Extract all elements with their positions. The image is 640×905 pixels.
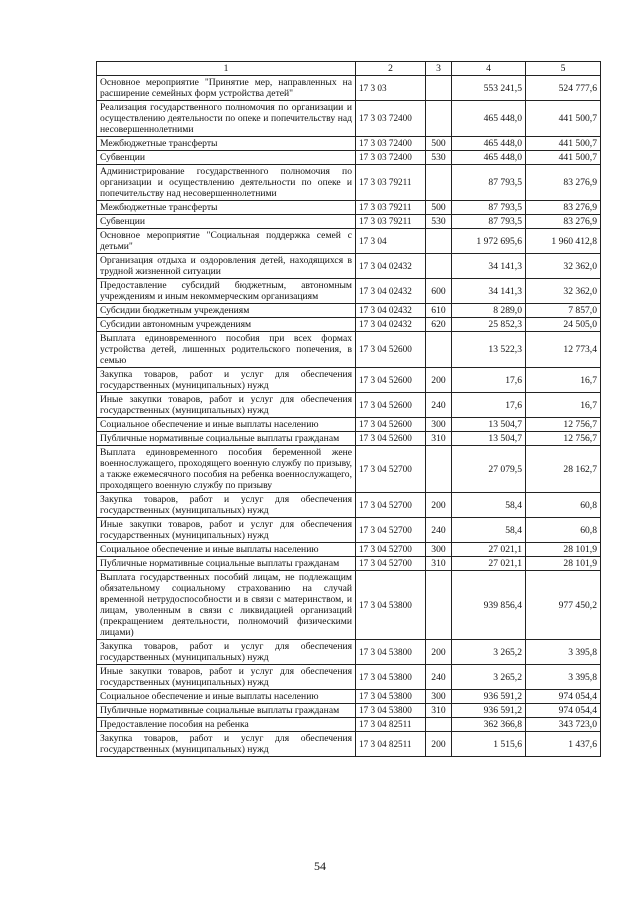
table-row	[97, 254, 601, 279]
row-target-code: 17 3 04 52700	[356, 543, 426, 557]
table-row	[97, 201, 601, 215]
row-description: Основное мероприятие "Социальная поддержка семей с детьми"	[97, 229, 356, 254]
row-amount-col5: 28 101,9	[526, 557, 601, 571]
row-description: Выплата единовременного пособия при всех формах устройства детей, лишенных родительского попечения, в семью	[97, 332, 356, 368]
header-row	[97, 62, 601, 76]
row-target-code: 17 3 04 52600	[356, 368, 426, 393]
row-amount-col4: 1 972 695,6	[452, 229, 526, 254]
row-amount-col4: 8 289,0	[452, 304, 526, 318]
row-amount-col5: 1 960 412,8	[526, 229, 601, 254]
row-amount-col4: 13 504,7	[452, 432, 526, 446]
row-expense-type: 300	[426, 418, 452, 432]
row-amount-col4: 17,6	[452, 393, 526, 418]
row-target-code: 17 3 04 02432	[356, 304, 426, 318]
table-row	[97, 704, 601, 718]
row-description: Публичные нормативные социальные выплаты гражданам	[97, 557, 356, 571]
table-row	[97, 101, 601, 137]
row-target-code: 17 3 03 79211	[356, 201, 426, 215]
table-row	[97, 165, 601, 201]
table-row	[97, 432, 601, 446]
row-amount-col5: 343 723,0	[526, 718, 601, 732]
row-expense-type: 310	[426, 432, 452, 446]
row-target-code: 17 3 04 53800	[356, 665, 426, 690]
header-col-5: 5	[526, 62, 601, 76]
row-target-code: 17 3 04 52600	[356, 418, 426, 432]
header-col-3: 3	[426, 62, 452, 76]
row-amount-col4: 3 265,2	[452, 665, 526, 690]
row-amount-col5: 441 500,7	[526, 137, 601, 151]
row-description: Выплата единовременного пособия беременной жене военнослужащего, проходящего военную службу по призыву, а также ежемесячного пособия на ребенка военнослужащего, проходящего военную службу по призыву	[97, 446, 356, 493]
row-amount-col5: 12 756,7	[526, 432, 601, 446]
row-target-code: 17 3 04 52700	[356, 493, 426, 518]
row-target-code: 17 3 04 52700	[356, 518, 426, 543]
row-expense-type	[426, 101, 452, 137]
row-expense-type	[426, 718, 452, 732]
row-description: Публичные нормативные социальные выплаты гражданам	[97, 432, 356, 446]
row-amount-col4: 465 448,0	[452, 151, 526, 165]
row-expense-type: 240	[426, 518, 452, 543]
row-target-code: 17 3 04 82511	[356, 718, 426, 732]
row-description: Предоставление субсидий бюджетным, автономным учреждениям и иным некоммерческим организациям	[97, 279, 356, 304]
header-col-4: 4	[452, 62, 526, 76]
row-expense-type: 310	[426, 704, 452, 718]
row-description: Социальное обеспечение и иные выплаты населению	[97, 543, 356, 557]
table-row	[97, 665, 601, 690]
table-row	[97, 690, 601, 704]
table-row	[97, 215, 601, 229]
row-description: Предоставление пособия на ребенка	[97, 718, 356, 732]
row-amount-col5: 83 276,9	[526, 215, 601, 229]
row-amount-col4: 87 793,5	[452, 215, 526, 229]
row-description: Субвенции	[97, 215, 356, 229]
table-body	[97, 76, 601, 757]
row-amount-col4: 25 852,3	[452, 318, 526, 332]
table-row	[97, 229, 601, 254]
header-col-1: 1	[97, 62, 356, 76]
row-amount-col4: 13 522,3	[452, 332, 526, 368]
table-row	[97, 279, 601, 304]
row-expense-type	[426, 165, 452, 201]
row-amount-col5: 83 276,9	[526, 201, 601, 215]
row-target-code: 17 3 04 02432	[356, 279, 426, 304]
row-target-code: 17 3 04 52700	[356, 446, 426, 493]
row-target-code: 17 3 04 52600	[356, 332, 426, 368]
row-amount-col4: 13 504,7	[452, 418, 526, 432]
row-description: Основное мероприятие "Принятие мер, направленных на расширение семейных форм устройства детей"	[97, 76, 356, 101]
row-description: Субвенции	[97, 151, 356, 165]
row-description: Иные закупки товаров, работ и услуг для обеспечения государственных (муниципальных) нужд	[97, 518, 356, 543]
row-amount-col5: 1 437,6	[526, 732, 601, 757]
table-row	[97, 446, 601, 493]
row-amount-col5: 24 505,0	[526, 318, 601, 332]
row-description: Субсидии бюджетным учреждениям	[97, 304, 356, 318]
row-description: Публичные нормативные социальные выплаты гражданам	[97, 704, 356, 718]
table-row	[97, 332, 601, 368]
row-target-code: 17 3 04 02432	[356, 254, 426, 279]
row-amount-col5: 60,8	[526, 518, 601, 543]
row-expense-type	[426, 76, 452, 101]
row-amount-col5: 441 500,7	[526, 101, 601, 137]
table-row	[97, 571, 601, 640]
row-amount-col4: 87 793,5	[452, 201, 526, 215]
table-row	[97, 151, 601, 165]
row-target-code: 17 3 04 53800	[356, 571, 426, 640]
header-col-2: 2	[356, 62, 426, 76]
row-amount-col5: 3 395,8	[526, 665, 601, 690]
row-amount-col4: 553 241,5	[452, 76, 526, 101]
table-row	[97, 393, 601, 418]
row-target-code: 17 3 03 72400	[356, 137, 426, 151]
row-target-code: 17 3 04 82511	[356, 732, 426, 757]
row-target-code: 17 3 03 79211	[356, 215, 426, 229]
row-amount-col4: 58,4	[452, 493, 526, 518]
row-target-code: 17 3 04 53800	[356, 690, 426, 704]
row-expense-type: 500	[426, 137, 452, 151]
row-amount-col5: 3 395,8	[526, 640, 601, 665]
row-amount-col5: 32 362,0	[526, 254, 601, 279]
row-description: Закупка товаров, работ и услуг для обеспечения государственных (муниципальных) нужд	[97, 640, 356, 665]
row-target-code: 17 3 03 72400	[356, 101, 426, 137]
row-description: Социальное обеспечение и иные выплаты населению	[97, 690, 356, 704]
table-row	[97, 137, 601, 151]
row-amount-col5: 12 773,4	[526, 332, 601, 368]
row-amount-col4: 34 141,3	[452, 254, 526, 279]
row-amount-col5: 977 450,2	[526, 571, 601, 640]
row-target-code: 17 3 04 53800	[356, 640, 426, 665]
row-target-code: 17 3 03 72400	[356, 151, 426, 165]
row-amount-col4: 362 366,8	[452, 718, 526, 732]
row-description: Субсидии автономным учреждениям	[97, 318, 356, 332]
row-expense-type: 500	[426, 201, 452, 215]
row-amount-col5: 32 362,0	[526, 279, 601, 304]
budget-table	[96, 61, 601, 757]
row-target-code: 17 3 04 52600	[356, 393, 426, 418]
row-target-code: 17 3 04 52700	[356, 557, 426, 571]
row-description: Закупка товаров, работ и услуг для обеспечения государственных (муниципальных) нужд	[97, 493, 356, 518]
row-expense-type: 300	[426, 690, 452, 704]
row-expense-type: 610	[426, 304, 452, 318]
row-expense-type: 200	[426, 732, 452, 757]
table-row	[97, 543, 601, 557]
table-row	[97, 640, 601, 665]
row-amount-col4: 58,4	[452, 518, 526, 543]
row-description: Межбюджетные трансферты	[97, 201, 356, 215]
row-description: Межбюджетные трансферты	[97, 137, 356, 151]
row-expense-type: 200	[426, 640, 452, 665]
row-expense-type	[426, 332, 452, 368]
row-amount-col5: 7 857,0	[526, 304, 601, 318]
row-description: Иные закупки товаров, работ и услуг для обеспечения государственных (муниципальных) нужд	[97, 665, 356, 690]
row-expense-type: 200	[426, 493, 452, 518]
row-expense-type: 620	[426, 318, 452, 332]
row-amount-col5: 60,8	[526, 493, 601, 518]
table-row	[97, 318, 601, 332]
row-amount-col4: 34 141,3	[452, 279, 526, 304]
row-description: Иные закупки товаров, работ и услуг для обеспечения государственных (муниципальных) нужд	[97, 393, 356, 418]
row-description: Реализация государственного полномочия по организации и осуществлению деятельности по опеке и попечительству над несовершеннолетними	[97, 101, 356, 137]
row-amount-col4: 1 515,6	[452, 732, 526, 757]
table-row	[97, 557, 601, 571]
row-expense-type	[426, 446, 452, 493]
row-description: Администрирование государственного полномочия по организации и осуществлению деятельности по опеке и попечительству над несовершеннолетними	[97, 165, 356, 201]
row-amount-col4: 936 591,2	[452, 704, 526, 718]
row-amount-col4: 17,6	[452, 368, 526, 393]
row-expense-type: 530	[426, 215, 452, 229]
row-amount-col5: 974 054,4	[526, 690, 601, 704]
row-expense-type	[426, 571, 452, 640]
row-target-code: 17 3 04 52600	[356, 432, 426, 446]
row-expense-type: 200	[426, 368, 452, 393]
row-amount-col5: 524 777,6	[526, 76, 601, 101]
row-amount-col5: 83 276,9	[526, 165, 601, 201]
row-amount-col5: 28 162,7	[526, 446, 601, 493]
row-description: Выплата государственных пособий лицам, не подлежащим обязательному социальному страхованию на случай временной нетрудоспособности и в связи с материнством, и лицам, уволенным в связи с ликвидацией организаций (прекращением деятельности, полномочий физическими лицами)	[97, 571, 356, 640]
row-amount-col4: 27 021,1	[452, 557, 526, 571]
table-row	[97, 493, 601, 518]
row-target-code: 17 3 04 02432	[356, 318, 426, 332]
row-amount-col4: 465 448,0	[452, 137, 526, 151]
row-amount-col4: 27 021,1	[452, 543, 526, 557]
row-expense-type: 530	[426, 151, 452, 165]
table-row	[97, 718, 601, 732]
row-description: Организация отдыха и оздоровления детей, находящихся в трудной жизненной ситуации	[97, 254, 356, 279]
row-description: Закупка товаров, работ и услуг для обеспечения государственных (муниципальных) нужд	[97, 368, 356, 393]
row-target-code: 17 3 04 53800	[356, 704, 426, 718]
row-description: Закупка товаров, работ и услуг для обеспечения государственных (муниципальных) нужд	[97, 732, 356, 757]
row-description: Социальное обеспечение и иные выплаты населению	[97, 418, 356, 432]
row-expense-type: 240	[426, 665, 452, 690]
row-expense-type	[426, 254, 452, 279]
row-target-code: 17 3 03	[356, 76, 426, 101]
row-amount-col4: 465 448,0	[452, 101, 526, 137]
page-number: 54	[314, 859, 326, 873]
row-amount-col5: 441 500,7	[526, 151, 601, 165]
table-row	[97, 368, 601, 393]
table-row	[97, 732, 601, 757]
table-row	[97, 76, 601, 101]
row-amount-col5: 28 101,9	[526, 543, 601, 557]
row-amount-col5: 974 054,4	[526, 704, 601, 718]
row-amount-col4: 939 856,4	[452, 571, 526, 640]
row-amount-col4: 936 591,2	[452, 690, 526, 704]
row-amount-col5: 16,7	[526, 368, 601, 393]
row-expense-type	[426, 229, 452, 254]
row-target-code: 17 3 04	[356, 229, 426, 254]
row-expense-type: 600	[426, 279, 452, 304]
table-row	[97, 518, 601, 543]
row-expense-type: 310	[426, 557, 452, 571]
table-row	[97, 418, 601, 432]
row-expense-type: 240	[426, 393, 452, 418]
row-amount-col4: 3 265,2	[452, 640, 526, 665]
row-amount-col5: 12 756,7	[526, 418, 601, 432]
table-row	[97, 304, 601, 318]
row-amount-col4: 87 793,5	[452, 165, 526, 201]
row-target-code: 17 3 03 79211	[356, 165, 426, 201]
row-amount-col4: 27 079,5	[452, 446, 526, 493]
row-expense-type: 300	[426, 543, 452, 557]
row-amount-col5: 16,7	[526, 393, 601, 418]
